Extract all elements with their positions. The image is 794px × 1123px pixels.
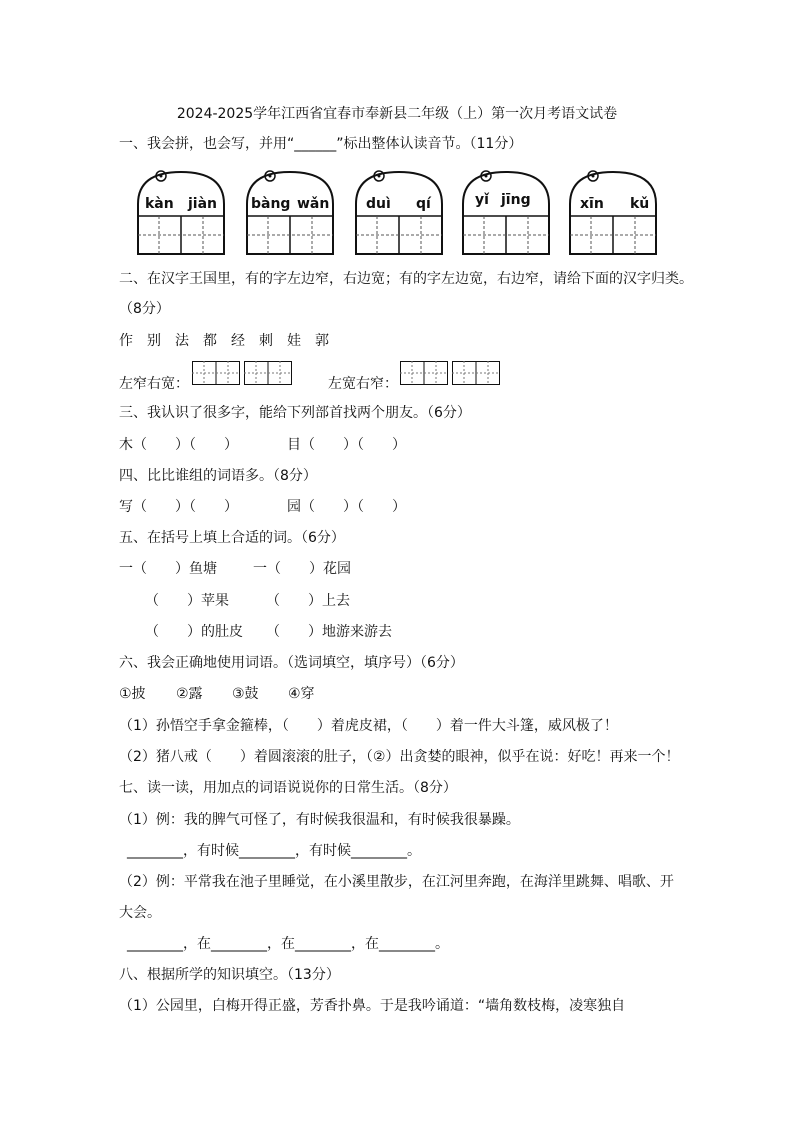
q6-option: ④穿 <box>288 686 315 702</box>
q1-heading: 一、我会拼，也会写，并用“______”标出整体认读音节。（11分） <box>119 136 523 152</box>
pinyin-left: bàng <box>251 196 291 212</box>
q6-sentence: （2）猪八戒（ ）着圆滚滚的肚子，（②）出贪婪的眼神，似乎在说：好吃！再来一个！ <box>119 749 680 765</box>
house-frame <box>354 168 444 256</box>
q5-item: （ ）的肚皮 <box>145 624 243 640</box>
q3-item: 目（ ）（ ） <box>287 437 406 453</box>
answer-grid[interactable] <box>452 361 500 385</box>
q2-score: （8分） <box>119 301 170 317</box>
house-frame <box>136 168 226 256</box>
pinyin-right: qí <box>416 196 431 212</box>
pinyin-right: kǔ <box>630 196 650 212</box>
pinyin-left: yǐ <box>475 192 489 208</box>
pinyin-house <box>568 168 658 256</box>
pinyin-left: kàn <box>145 196 174 212</box>
q6-sentence: （1）孙悟空手拿金箍棒，（ ）着虎皮裙，（ ）着一件大斗篷，威风极了！ <box>119 718 618 734</box>
q6-option: ③鼓 <box>232 686 259 702</box>
q8-sentence: （1）公园里，白梅开得正盛，芳香扑鼻。于是我吟诵道：“墙角数枝梅，凌寒独自 <box>119 998 626 1014</box>
q7-blank-line: ________，有时候________，有时候________。 <box>127 843 421 859</box>
answer-grid[interactable] <box>192 361 240 385</box>
answer-grid[interactable] <box>244 361 292 385</box>
page-title: 2024-2025学年江西省宜春市奉新县二年级（上）第一次月考语文试卷 <box>176 106 618 122</box>
q5-item: （ ）上去 <box>266 593 350 609</box>
pinyin-house <box>354 168 444 256</box>
pinyin-house <box>461 168 551 256</box>
q7-example: （1）例：我的脾气可怪了，有时候我很温和，有时候我很暴躁。 <box>119 812 520 828</box>
q2-heading: 二、在汉字王国里，有的字左边窄，右边宽；有的字左边宽，右边窄，请给下面的汉字归类。 <box>119 271 693 287</box>
house-frame <box>568 168 658 256</box>
pinyin-house <box>245 168 335 256</box>
q5-item: 一（ ）鱼塘 <box>119 561 217 577</box>
pinyin-right: wǎn <box>297 196 330 212</box>
q4-heading: 四、比比谁组的词语多。（8分） <box>119 468 317 484</box>
left-wide-label: 左宽右窄： <box>328 376 398 392</box>
pinyin-right: jīng <box>501 192 531 208</box>
q3-item: 木（ ）（ ） <box>119 437 238 453</box>
house-frame <box>245 168 335 256</box>
left-narrow-label: 左窄右宽： <box>119 376 189 392</box>
q5-heading: 五、在括号上填上合适的词。（6分） <box>119 530 345 546</box>
q8-heading: 八、根据所学的知识填空。（13分） <box>119 967 340 983</box>
pinyin-house <box>136 168 226 256</box>
q6-option: ②露 <box>176 686 203 702</box>
pinyin-left: duì <box>366 196 391 212</box>
q6-heading: 六、我会正确地使用词语。（选词填空，填序号）（6分） <box>119 655 464 671</box>
house-frame <box>461 168 551 256</box>
q7-example-cont: 大会。 <box>119 905 161 921</box>
pinyin-right: jiàn <box>188 196 218 212</box>
answer-grid[interactable] <box>400 361 448 385</box>
q4-item: 园（ ）（ ） <box>287 499 406 515</box>
pinyin-left: xīn <box>580 196 604 212</box>
q4-item: 写（ ）（ ） <box>119 499 238 515</box>
q6-option: ①披 <box>119 686 146 702</box>
q3-heading: 三、我认识了很多字，能给下列部首找两个朋友。（6分） <box>119 405 471 421</box>
q7-blank-line: ________，在________，在________，在________。 <box>127 936 449 952</box>
q5-item: 一（ ）花园 <box>253 561 351 577</box>
q5-item: （ ）地游来游去 <box>266 624 392 640</box>
q5-item: （ ）苹果 <box>145 593 229 609</box>
q7-example: （2）例：平常我在池子里睡觉，在小溪里散步，在江河里奔跑，在海洋里跳舞、唱歌、开 <box>119 874 674 890</box>
q2-chars: 作 别 法 都 经 刺 娃 郭 <box>119 333 329 349</box>
q7-heading: 七、读一读，用加点的词语说说你的日常生活。（8分） <box>119 780 457 796</box>
